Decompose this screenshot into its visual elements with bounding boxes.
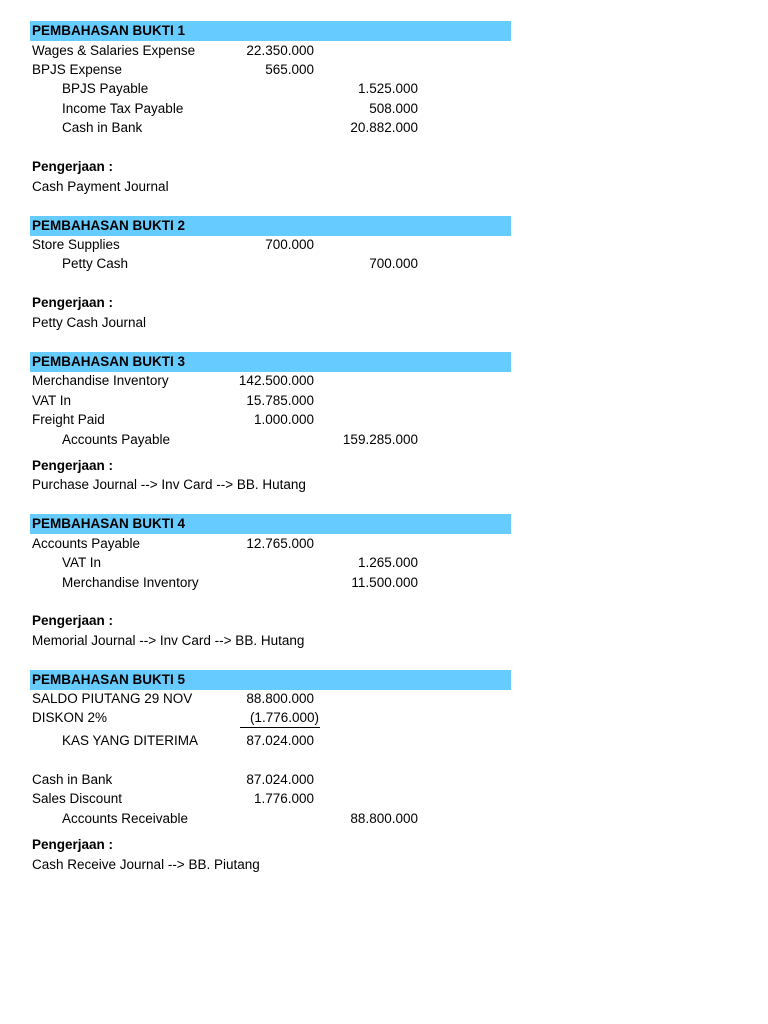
section-header-bukti-4: PEMBAHASAN BUKTI 4 <box>30 514 511 534</box>
entry-credit: 1.265.000 <box>357 555 418 570</box>
entry-account: Accounts Payable <box>62 432 171 447</box>
entry-credit: 700.000 <box>369 256 418 271</box>
calc-value: 88.800.000 <box>246 691 314 706</box>
calc-label: SALDO PIUTANG 29 NOV <box>32 691 193 706</box>
entry-account: Accounts Receivable <box>62 811 189 826</box>
pengerjaan-label: Pengerjaan : <box>32 837 114 852</box>
section-header-bukti-2: PEMBAHASAN BUKTI 2 <box>30 216 511 236</box>
entry-account: Sales Discount <box>32 791 123 806</box>
pengerjaan-text: Memorial Journal --> Inv Card --> BB. Hutang <box>32 633 305 648</box>
entry-account: Merchandise Inventory <box>62 575 199 590</box>
entry-account: Cash in Bank <box>62 120 143 135</box>
entry-account: Accounts Payable <box>32 536 141 551</box>
pengerjaan-text: Purchase Journal --> Inv Card --> BB. Hutang <box>32 477 306 492</box>
entry-debit: 22.350.000 <box>246 43 314 58</box>
entry-debit: 1.776.000 <box>253 791 314 806</box>
entry-debit: 142.500.000 <box>238 373 314 388</box>
entry-account: BPJS Expense <box>32 62 123 77</box>
entry-account: BPJS Payable <box>62 81 149 96</box>
entry-debit: 12.765.000 <box>246 536 314 551</box>
entry-debit: 15.785.000 <box>246 393 314 408</box>
pengerjaan-label: Pengerjaan : <box>32 458 114 473</box>
entry-account: Cash in Bank <box>32 772 113 787</box>
section-header-bukti-3: PEMBAHASAN BUKTI 3 <box>30 352 511 372</box>
entry-debit: 700.000 <box>265 237 314 252</box>
entry-credit: 11.500.000 <box>351 575 418 590</box>
entry-account: VAT In <box>32 393 72 408</box>
pengerjaan-label: Pengerjaan : <box>32 295 114 310</box>
entry-credit: 159.285.000 <box>342 432 418 447</box>
entry-credit: 1.525.000 <box>357 81 418 96</box>
calc-value: 87.024.000 <box>246 733 314 748</box>
entry-account: Store Supplies <box>32 237 120 252</box>
pengerjaan-label: Pengerjaan : <box>32 613 114 628</box>
calc-underline <box>240 727 320 728</box>
calc-label: DISKON 2% <box>32 710 108 725</box>
pengerjaan-text: Petty Cash Journal <box>32 315 147 330</box>
pengerjaan-text: Cash Receive Journal --> BB. Piutang <box>32 857 260 872</box>
section-header-bukti-1: PEMBAHASAN BUKTI 1 <box>30 21 511 41</box>
entry-debit: 565.000 <box>265 62 314 77</box>
entry-debit: 1.000.000 <box>253 412 314 427</box>
section-header-bukti-5: PEMBAHASAN BUKTI 5 <box>30 670 511 690</box>
entry-account: Wages & Salaries Expense <box>32 43 196 58</box>
pengerjaan-text: Cash Payment Journal <box>32 179 169 194</box>
entry-account: Income Tax Payable <box>62 101 184 116</box>
entry-credit: 88.800.000 <box>350 811 418 826</box>
entry-credit: 508.000 <box>369 101 418 116</box>
pengerjaan-label: Pengerjaan : <box>32 159 114 174</box>
entry-account: Petty Cash <box>62 256 129 271</box>
entry-account: VAT In <box>62 555 102 570</box>
calc-value: (1.776.000) <box>249 710 319 725</box>
entry-account: Merchandise Inventory <box>32 373 169 388</box>
entry-credit: 20.882.000 <box>350 120 418 135</box>
calc-label: KAS YANG DITERIMA <box>62 733 199 748</box>
entry-debit: 87.024.000 <box>246 772 314 787</box>
entry-account: Freight Paid <box>32 412 105 427</box>
